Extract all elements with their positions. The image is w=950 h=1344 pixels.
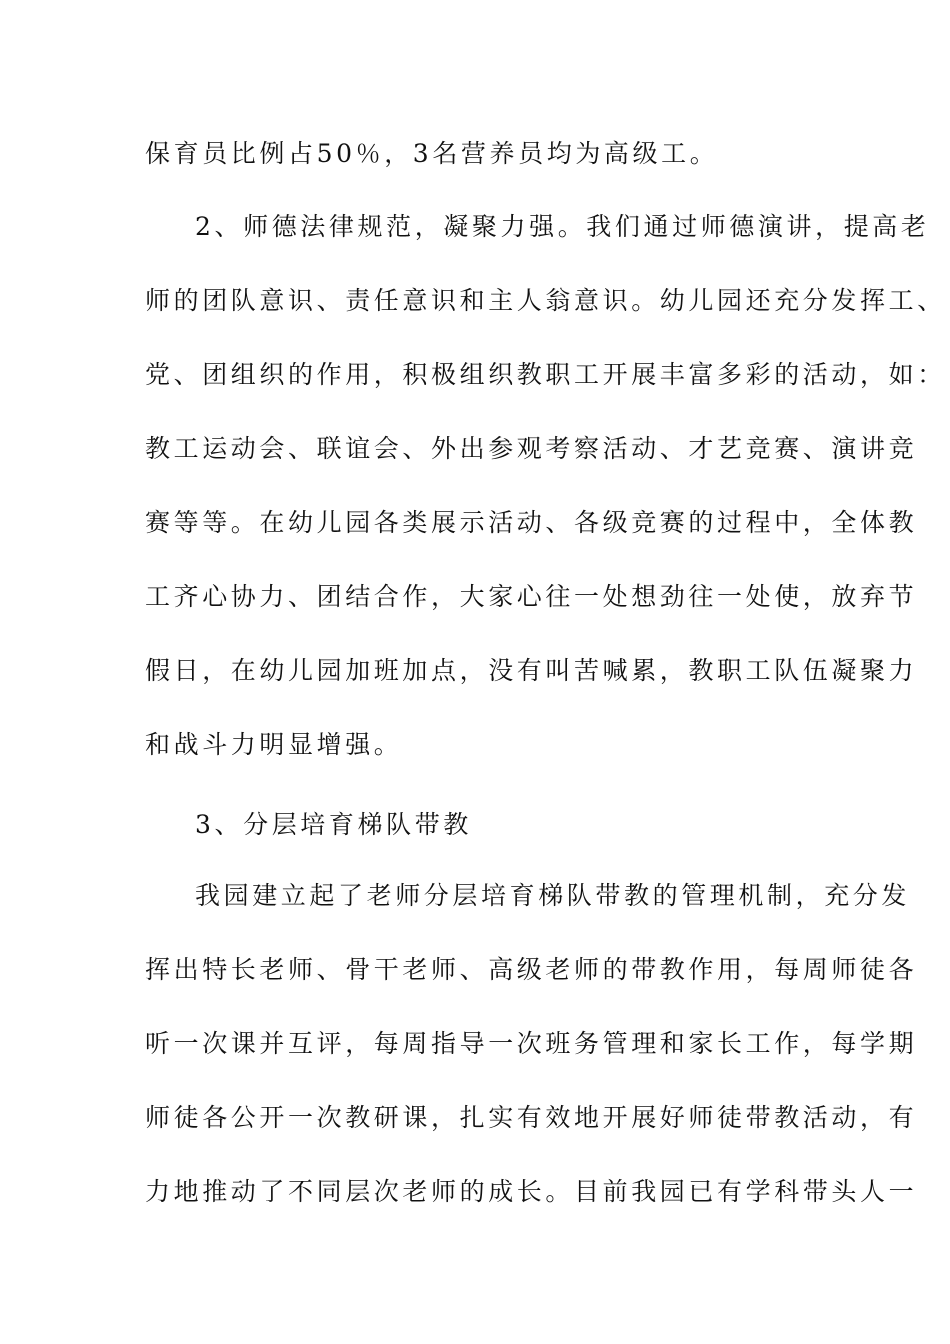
text-line: 党、团组织的作用，积极组织教职工开展丰富多彩的活动，如： [145, 360, 946, 389]
text-line: 听一次课并互评，每周指导一次班务管理和家长工作，每学期 [145, 1029, 918, 1058]
paragraph-start: 我园建立起了老师分层培育梯队带教的管理机制，充分发 [195, 881, 911, 910]
text-line: 假日，在幼儿园加班加点，没有叫苦喊累，教职工队伍凝聚力 [145, 656, 918, 685]
text-line: 挥出特长老师、骨干老师、高级老师的带教作用，每周师徒各 [145, 955, 918, 984]
paragraph-heading: 2、师德法律规范，凝聚力强。我们通过师德演讲，提高老 [195, 212, 930, 241]
text-line: 师徒各公开一次教研课，扎实有效地开展好师徒带教活动，有 [145, 1103, 918, 1132]
text-line: 赛等等。在幼儿园各类展示活动、各级竞赛的过程中，全体教 [145, 508, 918, 537]
text-line: 工齐心协力、团结合作，大家心往一处想劲往一处使，放弃节 [145, 582, 918, 611]
section-heading: 3、分层培育梯队带教 [195, 810, 472, 839]
text-line: 师的团队意识、责任意识和主人翁意识。幼儿园还充分发挥工、 [145, 286, 946, 315]
text-line: 教工运动会、联谊会、外出参观考察活动、才艺竞赛、演讲竞 [145, 434, 918, 463]
text-line: 力地推动了不同层次老师的成长。目前我园已有学科带头人一 [145, 1177, 918, 1206]
text-line: 和战斗力明显增强。 [145, 730, 403, 759]
text-line: 保育员比例占50％，3名营养员均为高级工。 [145, 139, 719, 168]
